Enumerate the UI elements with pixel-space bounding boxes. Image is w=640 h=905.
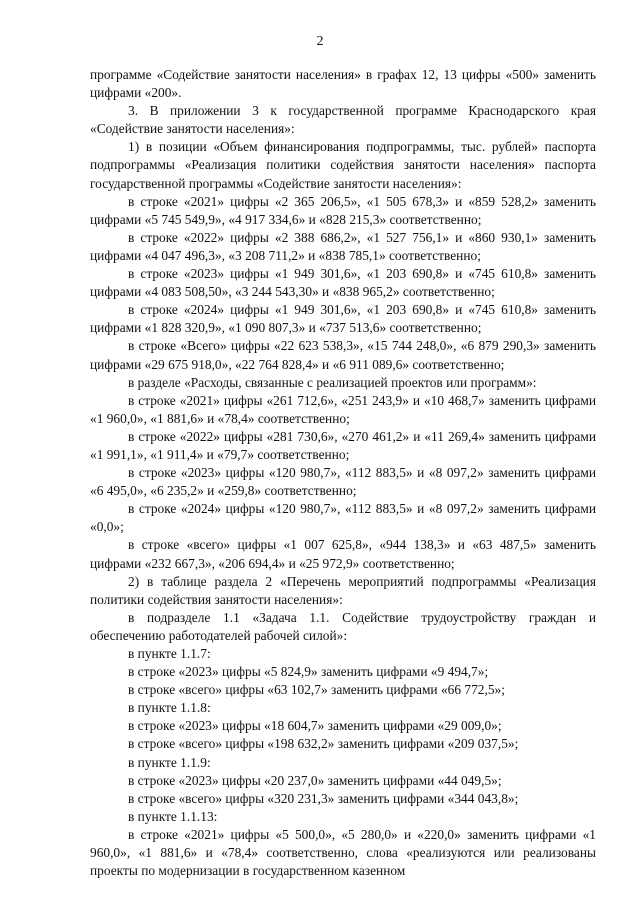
paragraph: в строке «2021» цифры «2 365 206,5», «1 505 678,3» и «859 528,2» заменить цифрами «5 745 549,9», «4 917 334,6» и «828 215,3» соответственно; [90,193,596,227]
paragraph: в строке «всего» цифры «198 632,2» заменить цифрами «209 037,5»; [128,736,519,752]
paragraph: в строке «всего» цифры «63 102,7» заменить цифрами «66 772,5»; [128,682,505,698]
paragraph: в строке «2022» цифры «281 730,6», «270 461,2» и «11 269,4» заменить цифрами «1 991,1», «1 911,4» и «79,7» соответственно; [90,428,596,462]
paragraph: в строке «2021» цифры «261 712,6», «251 243,9» и «10 468,7» заменить цифрами «1 960,0», «1 881,6» и «78,4» соответственно; [90,392,596,426]
paragraph: в строке «2024» цифры «1 949 301,6», «1 203 690,8» и «745 610,8» заменить цифрами «1 828 320,9», «1 090 807,3» и «737 513,6» соответственно; [90,302,596,336]
paragraph: в строке «2023» цифры «1 949 301,6», «1 203 690,8» и «745 610,8» заменить цифрами «4 083 508,50», «3 244 543,30» и «838 965,2» соответственно; [90,266,596,300]
paragraph: в строке «2021» цифры «5 500,0», «5 280,0» и «220,0» заменить цифрами «1 960,0», «1 881,6» и «78,4» соответственно, слова «реализуются или реализованы проекты по модернизации в государственном казенном [90,826,596,879]
paragraph: в строке «Всего» цифры «22 623 538,3», «15 744 248,0», «6 879 290,3» заменить цифрами «29 675 918,0», «22 764 828,4» и «6 911 089,6» соответственно; [90,338,596,372]
paragraph: в разделе «Расходы, связанные с реализацией проектов или программ»: [128,374,537,390]
paragraph: 1) в позиции «Объем финансирования подпрограммы, тыс. рублей» паспорта подпрограммы «Реализация политики содействия занятости населения» паспорта государственной программы «Содействие занятости населения»: [90,139,596,191]
paragraph: в строке «2023» цифры «5 824,9» заменить цифрами «9 494,7»; [128,664,489,680]
paragraph: в пункте 1.1.8: [128,700,211,716]
paragraph: 3. В приложении 3 к государственной программе Краснодарского края «Содействие занятости населения»: [90,103,596,137]
paragraph: в строке «2022» цифры «2 388 686,2», «1 527 756,1» и «860 930,1» заменить цифрами «4 047 496,3», «3 208 711,2» и «838 785,1» соответственно; [90,229,596,263]
paragraph: в подразделе 1.1 «Задача 1.1. Содействие трудоустройству граждан и обеспечению работодателей рабочей силой»: [90,609,596,643]
paragraph: 2) в таблице раздела 2 «Перечень мероприятий подпрограммы «Реализация политики содействия занятости населения»: [90,573,596,607]
paragraph: в пункте 1.1.9: [128,754,211,770]
paragraph: в строке «2024» цифры «120 980,7», «112 883,5» и «8 097,2» заменить цифрами «0,0»; [90,501,596,535]
paragraph: в строке «2023» цифры «18 604,7» заменить цифрами «29 009,0»; [128,718,502,734]
paragraph: в строке «2023» цифры «20 237,0» заменить цифрами «44 049,5»; [128,772,502,788]
paragraph: в строке «всего» цифры «1 007 625,8», «944 138,3» и «63 487,5» заменить цифрами «232 667,3», «206 694,4» и «25 972,9» соответственно; [90,537,596,571]
document-body [90,66,596,880]
paragraph: программе «Содействие занятости населения» в графах 12, 13 цифры «500» заменить цифрами «200». [90,67,596,101]
paragraph: в пункте 1.1.13: [128,808,218,824]
page-number: 2 [316,34,324,49]
paragraph: в строке «всего» цифры «320 231,3» заменить цифрами «344 043,8»; [128,790,519,806]
paragraph: в строке «2023» цифры «120 980,7», «112 883,5» и «8 097,2» заменить цифрами «6 495,0», «6 235,2» и «259,8» соответственно; [90,465,596,499]
paragraph: в пункте 1.1.7: [128,646,211,661]
